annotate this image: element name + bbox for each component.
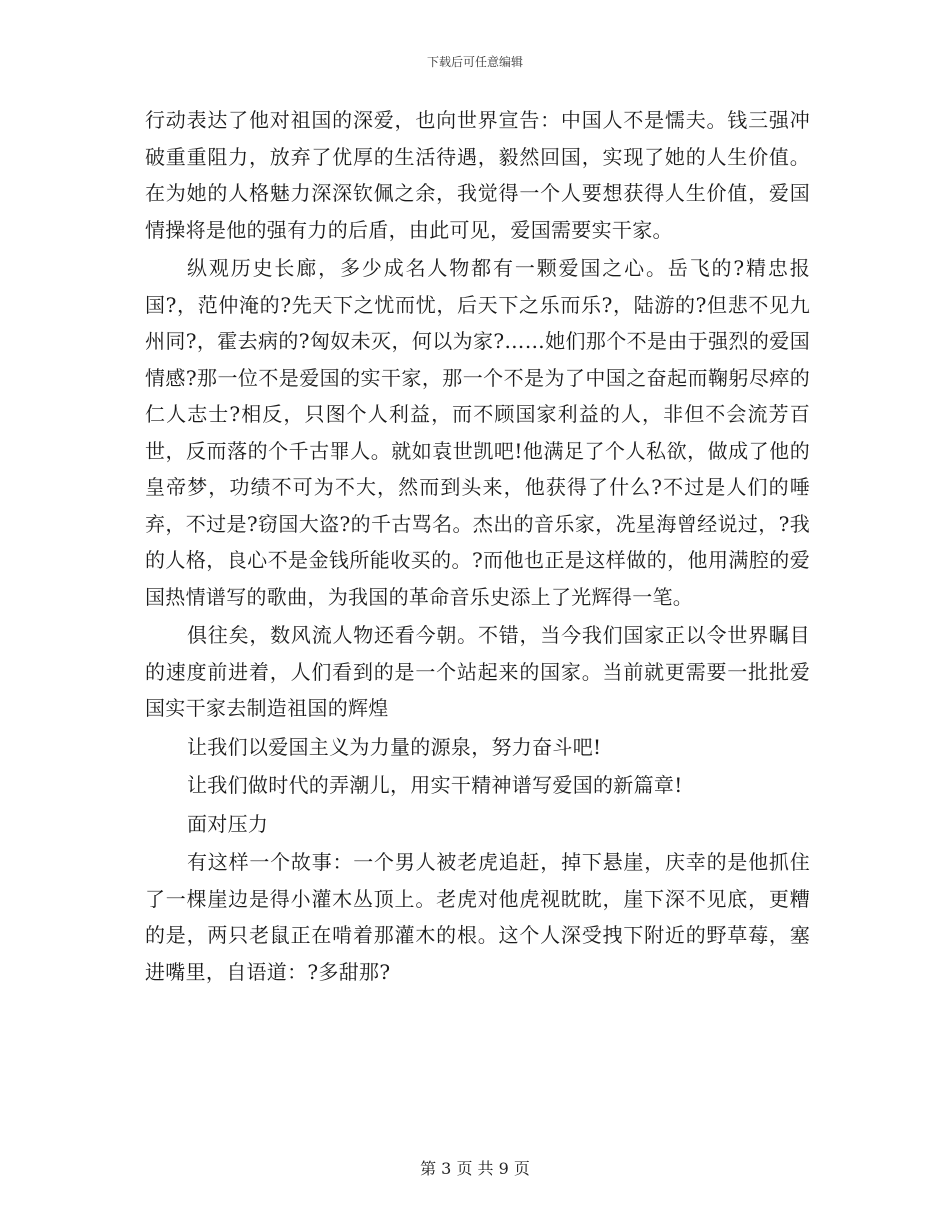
paragraph: 行动表达了他对祖国的深爱，也向世界宣告：中国人不是懦夫。钱三强冲破重重阻力，放弃了优厚的生活待遇，毅然回国，实现了她的人生价值。在为她的人格魅力深深钦佩之余，我觉得一个人要想获得人生价值，爱国情操将是他的强有力的后盾，由此可见，爱国需要实干家。 bbox=[145, 108, 810, 242]
paragraph: 纵观历史长廊，多少成名人物都有一颗爱国之心。岳飞的?精忠报国?，范仲淹的?先天下之忧而忧，后天下之乐而乐?，陆游的?但悲不见九州同?，霍去病的?匈奴未灭，何以为家?……她们那个不是由于强烈的爱国情感?那一位不是爱国的实干家，那一个不是为了中国之奋起而鞠躬尽瘁的仁人志士?相反，只图个人利益，而不顾国家利益的人，非但不会流芳百世，反而落的个千古罪人。就如袁世凯吧!他满足了个人私欲，做成了他的皇帝梦，功绩不可为不大，然而到头来，他获得了什么?不过是人们的唾弃，不过是?窃国大盗?的千古骂名。杰出的音乐家，冼星海曾经说过，?我的人格，良心不是金钱所能收买的。?而他也正是这样做的，他用满腔的爱国热情谱写的歌曲，为我国的革命音乐史添上了光辉得一笔。 bbox=[145, 256, 810, 609]
paragraph: 让我们以爱国主义为力量的源泉，努力奋斗吧! bbox=[187, 734, 602, 759]
paragraph: 有这样一个故事：一个男人被老虎追赶，掉下悬崖，庆幸的是他抓住了一棵崖边是得小灌木丛顶上。老虎对他虎视眈眈，崖下深不见底，更糟的是，两只老鼠正在啃着那灌木的根。这个人深受拽下附近的野草莓，塞进嘴里，自语道：?多甜那? bbox=[145, 850, 810, 984]
document-body bbox=[145, 102, 810, 990]
paragraph: 让我们做时代的弄潮儿，用实干精神谱写爱国的新篇章! bbox=[187, 773, 683, 797]
section-heading: 面对压力 bbox=[187, 811, 269, 836]
page-header: 下载后可任意编辑 bbox=[426, 55, 523, 69]
paragraph: 俱往矣，数风流人物还看今朝。不错，当今我们国家正以令世界瞩目的速度前进着，人们看到的是一个站起来的国家。当前就更需要一批批爱国实干家去制造祖国的辉煌 bbox=[145, 623, 810, 720]
page-footer: 第 3 页 共 9 页 bbox=[420, 1159, 530, 1178]
